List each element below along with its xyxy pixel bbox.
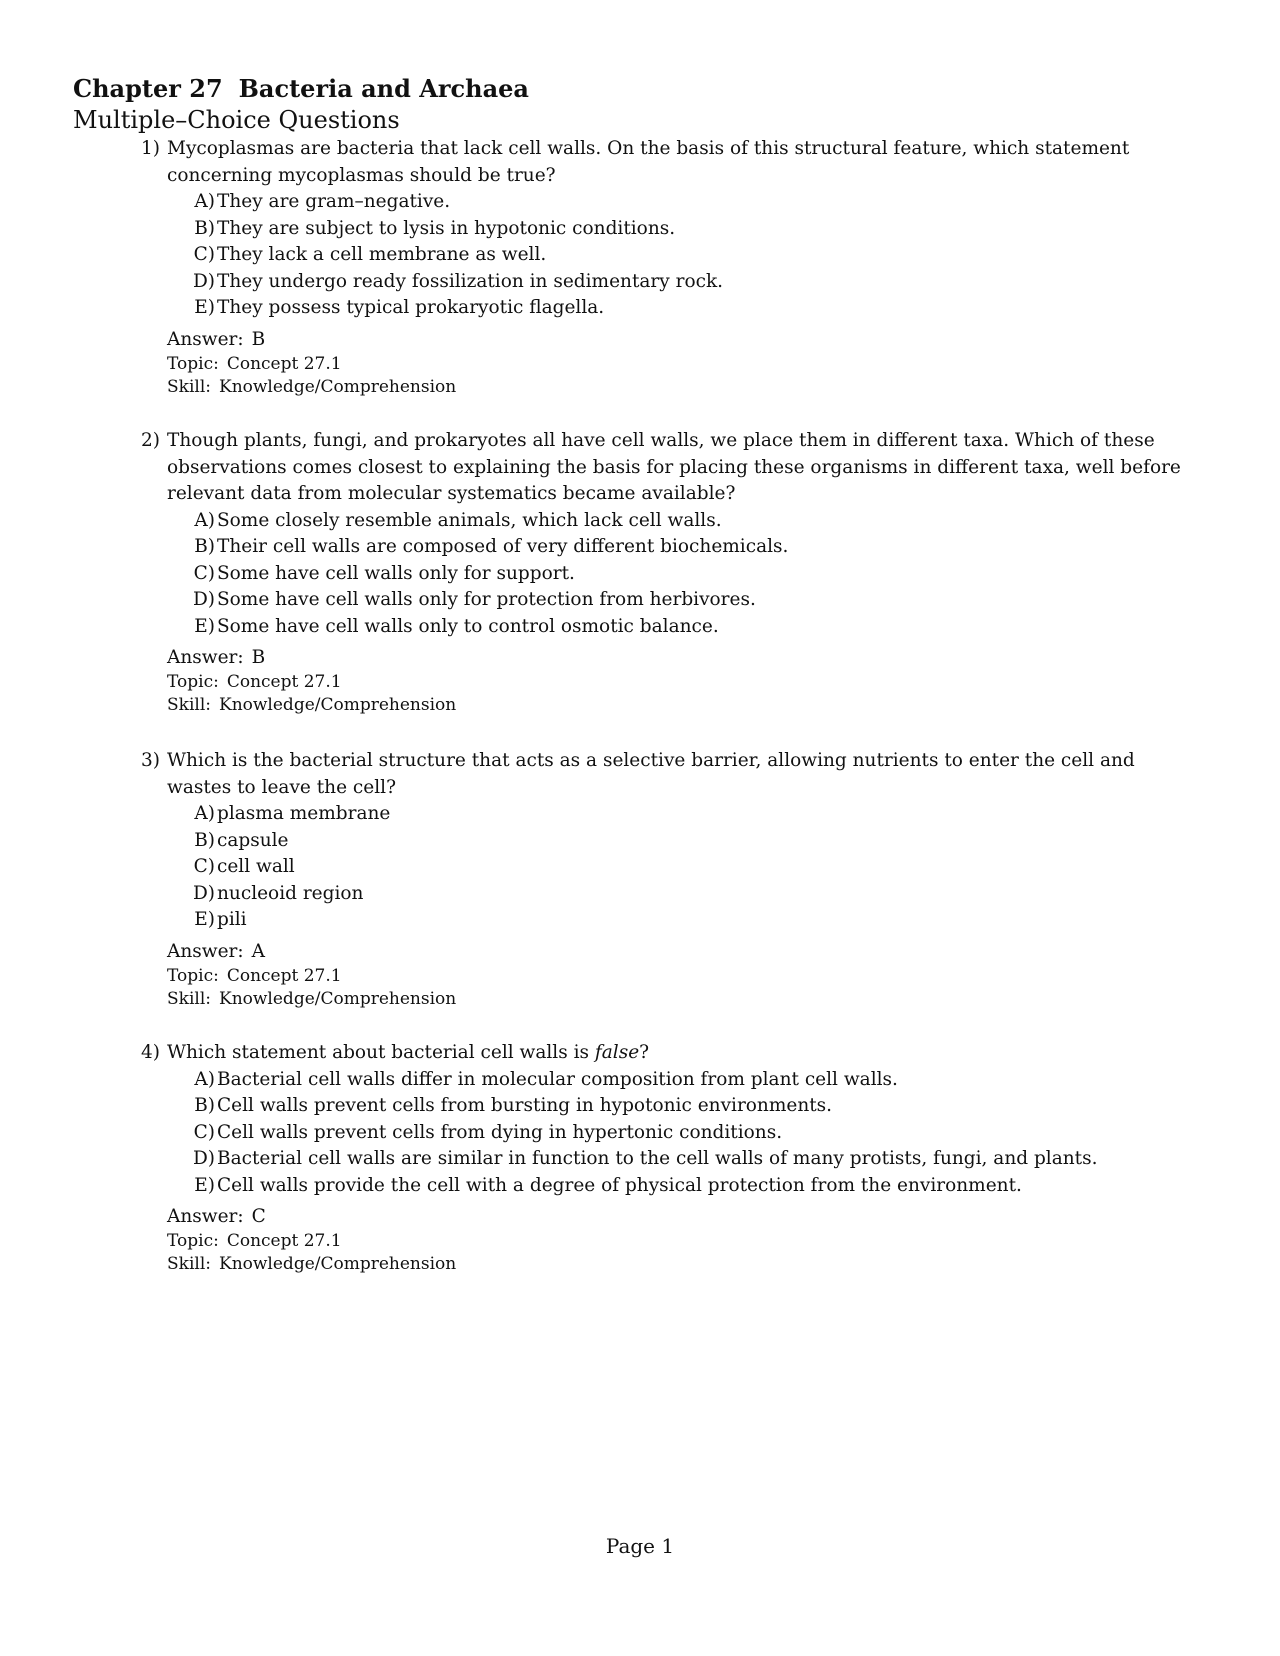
topic-value: Concept 27.1 <box>226 353 342 374</box>
option-c <box>190 1120 1183 1147</box>
option-text: Some have cell walls only to control osmotic balance. <box>217 615 719 637</box>
option-letter: A) <box>194 1068 215 1090</box>
option-a <box>190 1067 1183 1094</box>
question-meta <box>143 327 1183 399</box>
option-b <box>190 1093 1183 1120</box>
topic-label: Topic: <box>167 1231 219 1251</box>
answer-label: Answer: <box>167 647 244 668</box>
answer-value: B <box>251 647 266 668</box>
answer-options <box>143 508 1183 641</box>
question-3 <box>143 748 1183 1011</box>
option-b <box>190 216 1183 243</box>
option-letter: D) <box>192 882 215 904</box>
topic-label: Topic: <box>167 672 219 692</box>
topic-value: Concept 27.1 <box>226 965 342 986</box>
option-text: They are subject to lysis in hypotonic conditions. <box>217 217 676 239</box>
option-d <box>190 587 1183 614</box>
option-e <box>190 1173 1183 1200</box>
option-text: Cell walls prevent cells from dying in hypertonic conditions. <box>217 1121 783 1143</box>
skill-label: Skill: <box>167 1254 211 1274</box>
answer-line <box>167 1204 1183 1230</box>
option-b <box>190 828 1183 855</box>
option-letter: E) <box>194 615 215 637</box>
option-letter: A) <box>194 803 215 824</box>
option-e <box>190 614 1183 641</box>
topic-line <box>167 671 1183 694</box>
skill-line <box>167 694 1183 717</box>
option-text: Their cell walls are composed of very different biochemicals. <box>217 536 789 557</box>
skill-line <box>167 376 1183 399</box>
option-text: pili <box>217 909 247 930</box>
option-d <box>190 1146 1183 1173</box>
option-letter: B) <box>194 217 215 239</box>
section-title: Multiple–Choice Questions <box>73 106 400 134</box>
question-meta <box>143 1204 1183 1276</box>
topic-value: Concept 27.1 <box>226 672 342 692</box>
question-stem <box>143 136 1183 189</box>
question-1 <box>143 136 1183 399</box>
question-meta <box>143 939 1183 1011</box>
option-e <box>190 907 1183 934</box>
answer-label: Answer: <box>167 940 244 962</box>
option-text: They undergo ready fossilization in sedimentary rock. <box>217 270 724 292</box>
topic-value: Concept 27.1 <box>226 1231 342 1251</box>
option-letter: E) <box>194 909 215 930</box>
skill-value: Knowledge/Comprehension <box>219 376 457 397</box>
option-c <box>190 242 1183 269</box>
question-text-emphasis: false <box>594 1042 640 1063</box>
option-a <box>190 801 1183 828</box>
topic-label: Topic: <box>167 353 219 374</box>
option-text: Bacterial cell walls differ in molecular composition from plant cell walls. <box>217 1068 898 1090</box>
option-text: Some have cell walls only for support. <box>217 562 575 584</box>
answer-options <box>143 1067 1183 1200</box>
question-meta <box>143 645 1183 717</box>
skill-value: Knowledge/Comprehension <box>219 1254 457 1274</box>
option-letter: D) <box>192 270 215 292</box>
question-text: Which is the bacterial structure that acts as a selective barrier, allowing nutrients to enter the cell and wastes to leave the cell? <box>167 750 1135 798</box>
question-number: 2) <box>141 430 160 451</box>
question-text-end: ? <box>639 1042 650 1063</box>
option-letter: B) <box>194 829 215 851</box>
option-text: They lack a cell membrane as well. <box>217 244 547 265</box>
chapter-title: Bacteria and Archaea <box>238 74 529 103</box>
option-letter: E) <box>194 1174 215 1196</box>
skill-label: Skill: <box>167 376 211 397</box>
question-stem <box>143 428 1183 508</box>
question-stem <box>143 1040 1183 1067</box>
question-2 <box>143 428 1183 717</box>
option-c <box>190 854 1183 881</box>
option-a <box>190 508 1183 535</box>
option-letter: B) <box>194 536 215 557</box>
question-4 <box>143 1040 1183 1276</box>
option-letter: A) <box>194 509 215 531</box>
answer-label: Answer: <box>167 328 244 350</box>
answer-line <box>167 327 1183 353</box>
option-letter: C) <box>193 562 215 584</box>
option-letter: D) <box>192 589 215 610</box>
option-b <box>190 534 1183 561</box>
answer-value: A <box>251 940 266 962</box>
option-text: Cell walls prevent cells from bursting in hypotonic environments. <box>217 1095 833 1116</box>
question-text <box>167 1042 649 1063</box>
option-e <box>190 295 1183 322</box>
question-number: 1) <box>141 138 160 159</box>
option-a <box>190 189 1183 216</box>
option-letter: B) <box>194 1095 215 1116</box>
question-text: Mycoplasmas are bacteria that lack cell walls. On the basis of this structural feature, which statement concerning mycoplasmas should be true? <box>167 138 1130 186</box>
question-stem <box>143 748 1183 801</box>
option-text: capsule <box>217 829 289 851</box>
option-letter: C) <box>193 1121 215 1143</box>
skill-value: Knowledge/Comprehension <box>219 988 457 1009</box>
option-letter: A) <box>194 191 215 212</box>
question-text: Though plants, fungi, and prokaryotes all have cell walls, we place them in different taxa. Which of these observations comes closest to explaining the basis for placing these organisms in different taxa, well before relevant data from molecular systematics became available? <box>167 430 1181 504</box>
chapter-number: Chapter 27 <box>73 74 223 103</box>
topic-line <box>167 1230 1183 1253</box>
question-number: 4) <box>141 1042 160 1063</box>
option-text: Some have cell walls only for protection from herbivores. <box>217 589 756 610</box>
option-text: They possess typical prokaryotic flagella. <box>217 297 605 318</box>
topic-line <box>167 353 1183 376</box>
answer-value: B <box>251 328 266 350</box>
question-number: 3) <box>141 750 160 771</box>
answer-options <box>143 189 1183 322</box>
question-text-start: Which statement about bacterial cell walls is <box>167 1042 595 1063</box>
answer-options <box>143 801 1183 934</box>
skill-line <box>167 1253 1183 1276</box>
skill-line <box>167 988 1183 1011</box>
option-letter: D) <box>192 1148 215 1169</box>
option-text: They are gram–negative. <box>217 191 451 212</box>
option-text: plasma membrane <box>217 803 391 824</box>
page-number: Page 1 <box>605 1534 675 1558</box>
option-d <box>190 881 1183 908</box>
option-letter: C) <box>193 244 215 265</box>
answer-value: C <box>251 1206 266 1227</box>
option-d <box>190 269 1183 296</box>
topic-line <box>167 965 1183 988</box>
answer-label: Answer: <box>167 1206 244 1227</box>
option-text: Bacterial cell walls are similar in function to the cell walls of many protists, fungi, and plants. <box>217 1148 1098 1169</box>
skill-label: Skill: <box>167 695 211 715</box>
option-text: Cell walls provide the cell with a degree of physical protection from the environment. <box>217 1174 1022 1196</box>
skill-label: Skill: <box>167 988 211 1009</box>
option-letter: C) <box>193 856 215 877</box>
option-text: cell wall <box>217 856 295 877</box>
option-text: nucleoid region <box>217 882 364 904</box>
topic-label: Topic: <box>167 965 219 986</box>
chapter-heading <box>73 73 529 105</box>
skill-value: Knowledge/Comprehension <box>219 695 457 715</box>
answer-line <box>167 645 1183 671</box>
option-text: Some closely resemble animals, which lack cell walls. <box>217 509 722 531</box>
option-letter: E) <box>194 297 215 318</box>
answer-line <box>167 939 1183 965</box>
option-c <box>190 561 1183 588</box>
